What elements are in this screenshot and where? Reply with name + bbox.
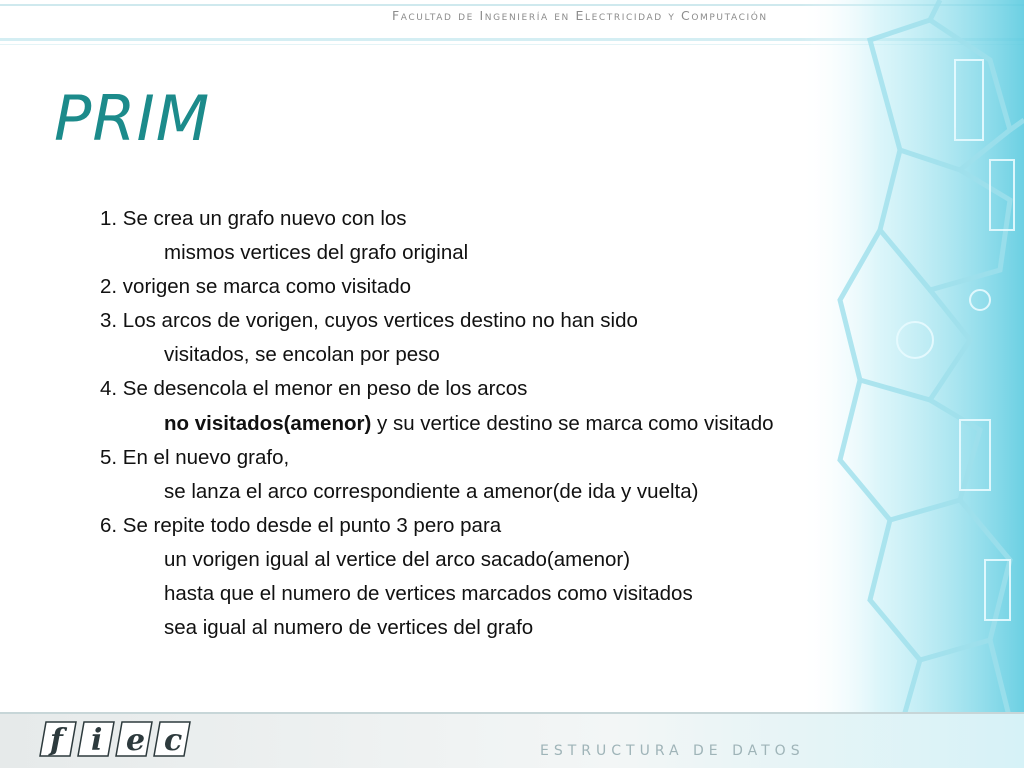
body-line-text: 5. En el nuevo grafo,: [100, 445, 290, 469]
body-line: [100, 578, 900, 612]
svg-text:e: e: [126, 723, 146, 758]
body-line-text: mismos vertices del grafo original: [164, 241, 469, 265]
body-line-text: 2. vorigen se marca como visitado: [100, 275, 412, 299]
body-line-text: 1. Se crea un grafo nuevo con los: [100, 207, 407, 230]
body-line-text: 3. Los arcos de vorigen, cuyos vertices destino no han sido: [100, 309, 638, 333]
body-line-text: 4. Se desencola el menor en peso de los arcos: [100, 377, 528, 401]
body-line: [100, 408, 900, 442]
body-line: [100, 612, 900, 646]
svg-text:c: c: [164, 723, 183, 758]
body-line-text: se lanza el arco correspondiente a amenor(de ida y vuelta): [164, 479, 699, 503]
body-line: [100, 373, 900, 407]
slide-body: [100, 203, 900, 646]
body-line-text: visitados, se encolan por peso: [164, 343, 440, 367]
body-line: [100, 271, 900, 305]
body-line: [100, 442, 900, 476]
body-line: [100, 476, 900, 510]
body-line: [100, 544, 900, 578]
body-line: [100, 237, 900, 271]
svg-text:i: i: [91, 723, 103, 758]
body-line: [100, 203, 900, 237]
body-line-text: un vorigen igual al vertice del arco sacado(amenor): [164, 547, 631, 571]
body-line: [100, 339, 900, 373]
body-line-text: 6. Se repite todo desde el punto 3 pero para: [100, 513, 502, 537]
faculty-header: Facultad de Ingeniería en Electricidad y Computación: [392, 8, 768, 23]
course-footer: ESTRUCTURA DE DATOS: [540, 743, 805, 759]
body-line-bold-text: no visitados(amenor): [164, 411, 372, 435]
body-line-text: y su vertice destino se marca como visitado: [371, 411, 774, 435]
fiec-logo: [38, 718, 198, 760]
body-line-text: hasta que el numero de vertices marcados como visitados: [164, 582, 693, 606]
body-line-text: sea igual al numero de vertices del grafo: [164, 616, 534, 640]
body-line: [100, 305, 900, 339]
body-line: [100, 510, 900, 544]
svg-text:f: f: [50, 723, 63, 758]
slide-title: PRIM: [54, 82, 211, 155]
